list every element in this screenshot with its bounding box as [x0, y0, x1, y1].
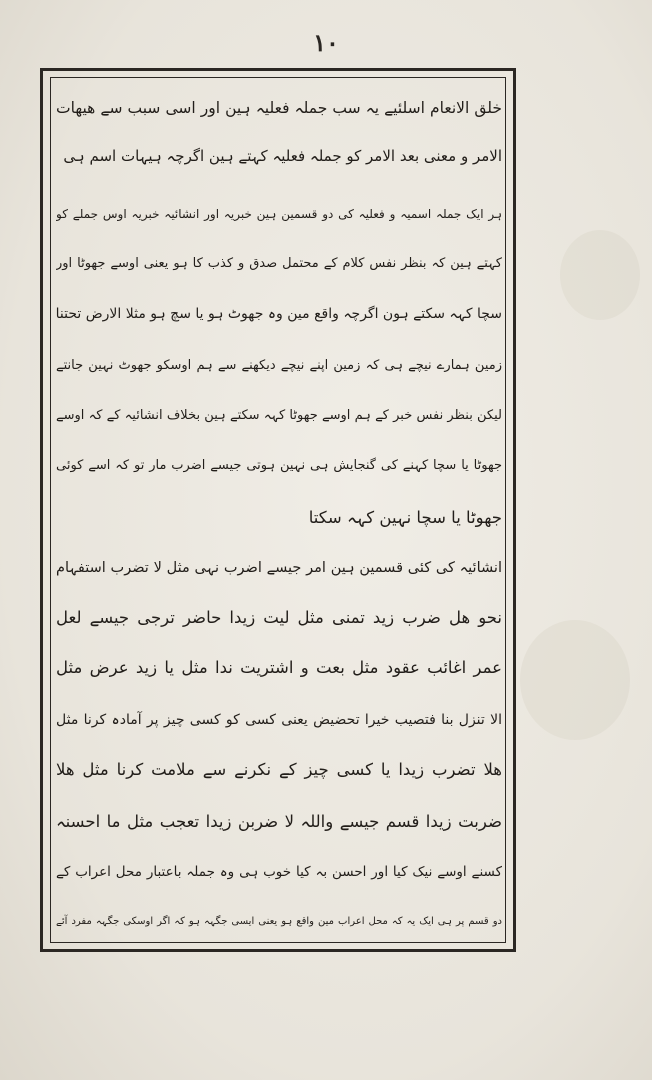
text-line: لیکن بنظر نفس خبر کے ہم اوسے جھوٹا کہہ سکتے ہین بخلاف انشائیہ کے کہ اوسے — [56, 408, 502, 423]
text-line: جھوٹا یا سچا نہین کہہ سکتا — [308, 508, 502, 527]
text-line: جھوٹا یا سچا کہنے کی گنجایش ہی نہین ہوتی جیسے اضرب مار تو کہ اسے کوئی — [56, 458, 502, 473]
text-line: انشائیہ کی کئی قسمین ہین امر جیسے اضرب نہی مثل لا تضرب استفہام — [56, 560, 502, 576]
text-line: کسنے اوسے نیک کیا اور احسن بہ کیا خوب ہی وہ جملہ باعتبار محل اعراب کے — [56, 864, 502, 880]
text-line: الامر و معنی بعد الامر کو جملہ فعلیہ کہتے ہین اگرچہ ہیہات اسم ہی — [63, 147, 502, 165]
text-line: خلق الانعام اسلئیے یہ سب جملہ فعلیہ ہین اور اسی سبب سے ھیھات — [56, 99, 502, 117]
body-text — [56, 84, 502, 944]
text-line: کہتے ہین کہ بنظر نفس کلام کے محتمل صدق و کذب کا ہو یعنی اوسے جھوٹا اور — [56, 256, 502, 271]
text-line: الا تنزل بنا فتصیب خیرا تحضیض یعنی کسی کو کسی چیز پر آمادہ کرنا مثل — [56, 712, 502, 728]
text-line: سچا کہہ سکتے ہون اگرچہ واقع مین وہ جھوٹ ہو یا سچ ہو مثلا الارض تحتنا — [56, 306, 502, 322]
text-line: عمر اغائب عقود مثل بعت و اشتریت ندا مثل یا زید عرض مثل — [56, 658, 502, 677]
text-line: ھلا تضرب زیدا یا کسی چیز کے نکرنے سے ملامت کرنا مثل ھلا — [56, 760, 502, 779]
text-line: زمین ہمارے نیچے ہی کہ زمین اپنے نیچے دیکھنے سے ہم اوسکو جھوٹ نہین جانتے — [56, 358, 502, 373]
text-line: ہر ایک جملہ اسمیہ و فعلیہ کی دو قسمین ہین خبریہ اور انشائیہ خبریہ اوس جملے کو — [56, 207, 502, 221]
paper-stain — [560, 230, 640, 320]
text-line: ضربت زیدا قسم جیسے واللہ لا ضربن زیدا تعجب مثل ما احسنہ — [56, 812, 502, 831]
page-number: ۱۰ — [313, 28, 339, 57]
text-line: دو قسم پر ہی ایک یہ کہ محل اعراب مین واقع ہو یعنی ایسی جگہہ ہو کہ اگر اوسکی جگہہ مفرد آئے — [56, 916, 502, 927]
paper-stain — [520, 620, 630, 740]
text-line: نحو ھل ضرب زید تمنی مثل لیت زیدا حاضر ترجی جیسے لعل — [56, 608, 502, 627]
